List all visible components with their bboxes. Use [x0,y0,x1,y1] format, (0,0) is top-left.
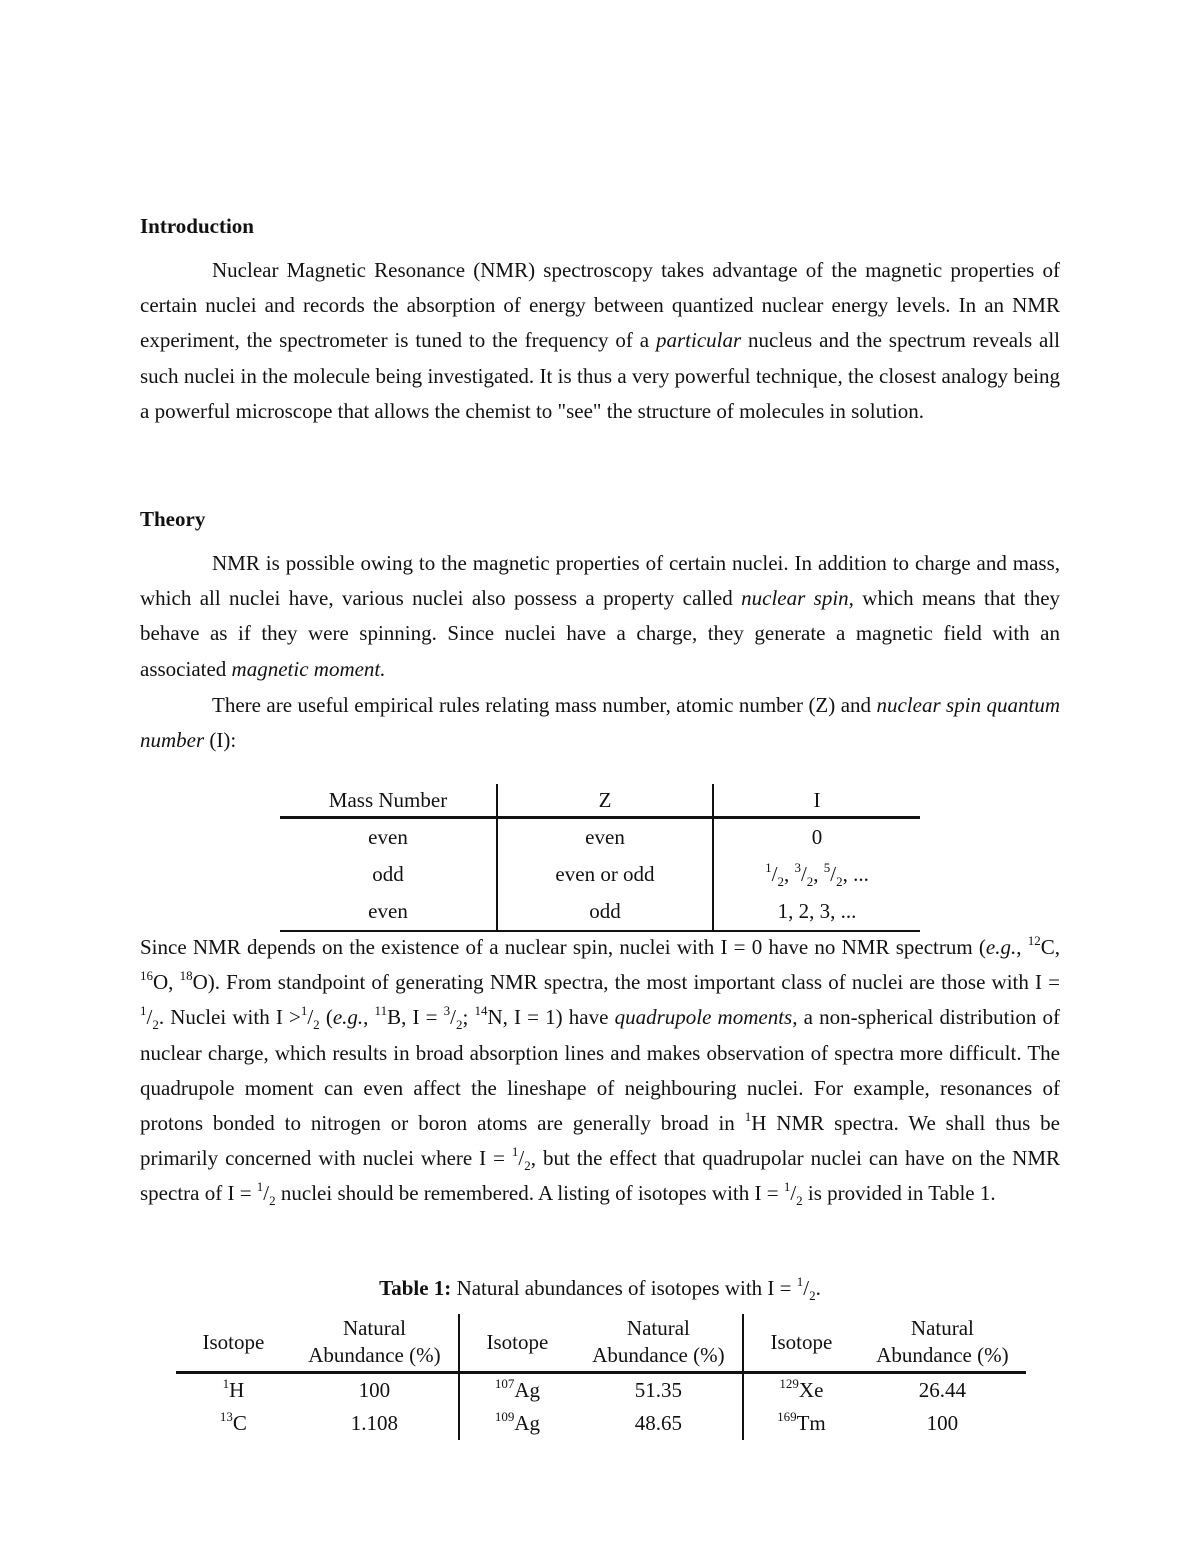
nuclear-spin-paragraph: Since NMR depends on the existence of a nuclear spin, nuclei with I = 0 have no NMR spectrum (e.g., $^{12}$C, $^{16}$O, $^{18}$O). From standpoint of generating NMR spectra, the most important class of nuclei are those with $I = ^1/_2$. Nuclei with $I >^1/_2$ (e.g., $^{11}$B, $I = ^3/_2$; $^{14}$N, I = 1) have quadrupole moments, a non-spherical distribution of nuclear charge, which results in broad absorption lines and makes observation of spectra more difficult. The quadrupole moment can even affect the lineshape of neighbouring nuclei. For example, resonances of protons bonded to nitrogen or boron atoms are generally broad in $^1$H NMR spectra. We shall thus be primarily concerned with nuclei where $I = ^1/_2$, but the effect that quadrupolar nuclei can have on the NMR spectra of $I = ^1/_2$ nuclei should be remembered. A listing of isotopes with $I = ^1/_2$ is provided in Table 1. [140,933,1061,1209]
table-header-row [280,784,920,818]
table-row [280,856,920,893]
spin-rules-table [280,784,920,932]
table-row [176,1373,1026,1408]
fraction-one-half: $^1/_2$ [783,1179,803,1209]
isotope-abundance-table [176,1314,1026,1440]
abundance-cell: 100 [926,1411,959,1435]
isotope-cell: $^{169}$Tm [743,1407,859,1440]
table-cell: even [368,825,408,849]
introduction-paragraph: Nuclear Magnetic Resonance (NMR) spectroscopy takes advantage of the magnetic properties of certain nuclei and records the absorption of energy between quantized nuclear energy levels. In an NMR experiment, the spectrometer is tuned to the frequency of a particular nucleus and the spectrum reveals all such nuclei in the molecule being investigated. It is thus a very powerful technique, the closest analogy being a powerful microscope that allows the chemist to "see" the structure of molecules in solution. [140,258,1060,423]
table-cell: 1, 2, 3, ... [713,893,920,931]
isotope-cell: $^{109}$Ag [459,1407,575,1440]
column-header: Isotope [743,1314,859,1373]
column-header: Natural Abundance (%) [575,1314,743,1373]
fraction-one-half: $^1/_2$ [511,1144,531,1174]
table-cell: even or odd [497,856,713,893]
abundance-cell: 51.35 [634,1378,683,1402]
abundance-cell: 48.65 [634,1411,683,1435]
table-header-row [176,1314,1026,1373]
theory-paragraph-1: NMR is possible owing to the magnetic properties of certain nuclei. In addition to charge and mass, which all nuclei have, various nuclei also possess a property called nuclear spin, which means that they behave as if they were spinning. Since nuclei have a charge, they generate a magnetic field with an associated magnetic moment. [140,551,1061,681]
isotope-cell: $^{13}$C [219,1409,247,1435]
fraction-one-half: $^1/_2$ [300,1003,320,1033]
table-row [176,1407,1026,1440]
column-header: Isotope [176,1314,291,1373]
isotope-cell: $^{107}$Ag [459,1373,575,1408]
column-header: I [713,784,920,818]
abundance-cell: 100 [358,1378,391,1402]
isotope-cell: $^{129}$Xe [743,1373,859,1408]
fraction-three-halves: $^3/_2$ [443,1003,463,1033]
table-1-caption: Table 1: Natural abundances of isotopes with $I = ^1/_2$. [379,1274,821,1304]
theory-paragraph-2: There are useful empirical rules relating mass number, atomic number (Z) and nuclear spin quantum number (I): [140,693,1061,753]
abundance-cell: 26.44 [918,1378,967,1402]
table-row [280,818,920,857]
fraction-one-half: $^1/_2$ [140,1003,159,1033]
table-row [280,893,920,931]
table-cell: 0 [713,818,920,857]
isotope-cell: $^1$H [222,1376,245,1402]
table-cell: odd [372,862,404,886]
table-cell: odd [497,893,713,931]
fraction-one-half: $^1/_2$ [256,1179,276,1209]
table-cell: even [280,893,497,931]
column-header: Z [497,784,713,818]
abundance-cell: 1.108 [350,1411,399,1435]
column-header: Natural Abundance (%) [291,1314,459,1373]
column-header: Natural Abundance (%) [859,1314,1026,1373]
table-cell-half-integer-spins: $^1/_2$, $^3/_2$, $^5/_2$, ... [713,856,920,893]
table-cell: even [497,818,713,857]
theory-heading: Theory [140,507,206,531]
column-header: Isotope [459,1314,575,1373]
column-header: Mass Number [280,784,497,818]
introduction-heading: Introduction [140,214,254,238]
